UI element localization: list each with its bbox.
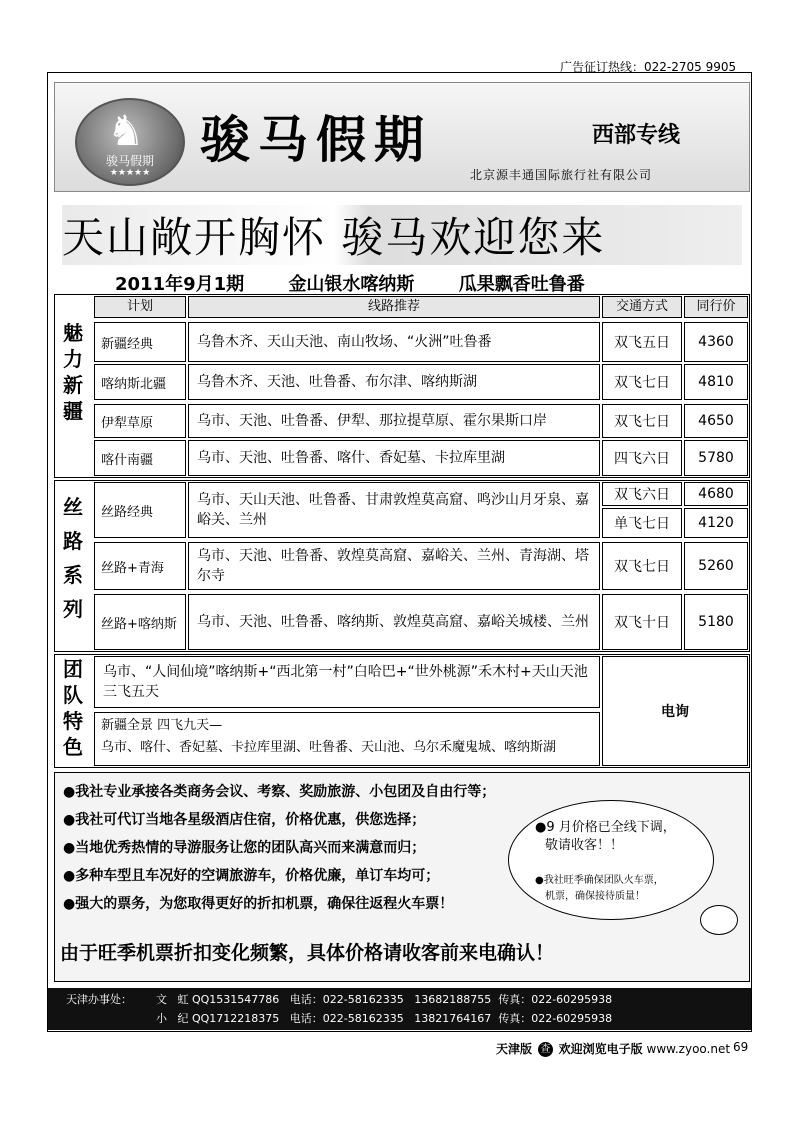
slogan: 天山敞开胸怀 骏马欢迎您来 — [62, 205, 742, 265]
footer — [496, 1040, 730, 1057]
price-cell: 4680 — [684, 482, 748, 506]
plan-name: 喀什南疆 — [94, 440, 186, 476]
tianjin-office-bar — [48, 988, 751, 1030]
route-cell: 乌市、天山天池、吐鲁番、甘肃敦煌莫高窟、鸣沙山月牙泉、嘉峪关、兰州 — [188, 482, 600, 538]
cloud-tail-icon — [700, 905, 738, 935]
transport-cell: 双飞七日 — [602, 542, 682, 590]
issue-tag-kanas: 金山银水喀纳斯 — [288, 274, 415, 295]
horse-logo-icon: ♞ — [107, 106, 145, 155]
west-line-label: 西部专线 — [592, 123, 681, 148]
office-contact-1: 文 虹 QQ1531547786 电话：022-58162335 13682188755 传真：022-60295938 — [156, 993, 613, 1006]
price-cell: 5180 — [684, 594, 748, 650]
brand-title: 骏马假期 — [200, 110, 432, 169]
route-cell: 乌市、天池、吐鲁番、喀什、香妃墓、卡拉库里湖 — [188, 440, 600, 476]
group-route-1: 乌市、“人间仙境”喀纳斯+“西北第一村”白哈巴+“世外桃源”禾木村+天山天池 三飞五天 — [94, 656, 600, 708]
footer-edition: 天津版 — [496, 1042, 533, 1056]
check-badge-icon: 查 — [538, 1042, 553, 1057]
transport-cell: 双飞七日 — [602, 404, 682, 438]
route-cell: 乌市、天池、吐鲁番、敦煌莫高窟、嘉峪关、兰州、青海湖、塔尔寺 — [188, 542, 600, 590]
header-plan: 计划 — [94, 296, 186, 318]
transport-cell: 双飞十日 — [602, 594, 682, 650]
route-cell: 乌鲁木齐、天山天池、南山牧场、“火洲”吐鲁番 — [188, 322, 600, 362]
cloud-notice-1: ●9 月价格已全线下调， 敬请收客！！ — [535, 820, 676, 853]
plan-name: 丝路经典 — [94, 482, 186, 538]
plan-name: 伊犁草原 — [94, 404, 186, 438]
plan-name: 丝路+喀纳斯 — [94, 594, 186, 650]
header-price: 同行价 — [684, 296, 748, 318]
transport-cell: 单飞七日 — [602, 508, 682, 538]
note-item: ●我社专业承接各类商务会议、考察、奖励旅游、小包团及自由行等； — [63, 784, 496, 800]
note-item: ●当地优秀热情的导游服务让您的团队高兴而来满意而归； — [63, 840, 426, 856]
plan-name: 喀纳斯北疆 — [94, 364, 186, 400]
price-disclaimer: 由于旺季机票折扣变化频繁，具体价格请收客前来电确认！ — [60, 942, 555, 964]
logo — [75, 98, 185, 186]
note-item: ●强大的票务，为您取得更好的折扣机票，确保往返程火车票！ — [63, 896, 454, 912]
group-route-2-title: 新疆全景 四飞九天— — [101, 718, 223, 733]
plan-name: 丝路+青海 — [94, 542, 186, 590]
office-contact-2: 小 纪 QQ1712218375 电话：022-58162335 13821764167 传真：022-60295938 — [156, 1012, 613, 1025]
header-route: 线路推荐 — [188, 296, 600, 318]
price-cell: 5780 — [684, 440, 748, 476]
cloud-notice-2: ●我社旺季确保团队火车票， 机票，确保接待质量！ — [535, 875, 664, 902]
plan-name: 新疆经典 — [94, 322, 186, 362]
note-item: ●我社可代订当地各星级酒店住宿，价格优惠，供您选择； — [63, 812, 426, 828]
xinjiang-label: 魅 力 新 疆 — [63, 321, 83, 423]
issue-line — [115, 270, 607, 296]
price-cell: 4650 — [684, 404, 748, 438]
header-transport: 交通方式 — [602, 296, 682, 318]
route-cell: 乌市、天池、吐鲁番、喀纳斯、敦煌莫高窟、嘉峪关城楼、兰州 — [188, 594, 600, 650]
transport-cell: 双飞五日 — [602, 322, 682, 362]
group-label: 团 队 特 色 — [63, 657, 83, 759]
price-cell: 4120 — [684, 508, 748, 538]
logo-text: 骏马假期 — [105, 154, 154, 168]
group-price: 电询 — [602, 656, 748, 766]
price-notice-cloud — [508, 800, 714, 920]
route-cell: 乌市、天池、吐鲁番、伊犁、那拉提草原、霍尔果斯口岸 — [188, 404, 600, 438]
price-cell: 4360 — [684, 322, 748, 362]
footer-browse: 欢迎浏览电子版 — [558, 1042, 643, 1056]
transport-cell: 双飞六日 — [602, 482, 682, 506]
page-number: 69 — [733, 1040, 749, 1054]
company-name: 北京源丰通国际旅行社有限公司 — [470, 168, 653, 182]
group-route-2-detail: 乌市、喀什、香妃墓、卡拉库里湖、吐鲁番、天山池、乌尔禾魔鬼城、喀纳斯湖 — [101, 740, 557, 755]
route-cell: 乌鲁木齐、天池、吐鲁番、布尔津、喀纳斯湖 — [188, 364, 600, 400]
logo-stars: ★★★★★ — [109, 168, 151, 178]
silk-road-label: 丝 路 系 列 — [63, 495, 83, 621]
note-item: ●多种车型且车况好的空调旅游车，价格优廉，单订车均可； — [63, 868, 440, 884]
ad-hotline: 广告征订热线：022-2705 9905 — [560, 60, 737, 74]
footer-url[interactable]: www.zyoo.net — [646, 1042, 731, 1056]
issue-tag-turpan: 瓜果飘香吐鲁番 — [458, 274, 585, 295]
transport-cell: 双飞七日 — [602, 364, 682, 400]
price-cell: 4810 — [684, 364, 748, 400]
issue-date: 2011年9月1期 — [115, 274, 245, 295]
office-label: 天津办事处： — [66, 993, 132, 1006]
group-route-2 — [94, 712, 600, 766]
transport-cell: 四飞六日 — [602, 440, 682, 476]
price-cell: 5260 — [684, 542, 748, 590]
